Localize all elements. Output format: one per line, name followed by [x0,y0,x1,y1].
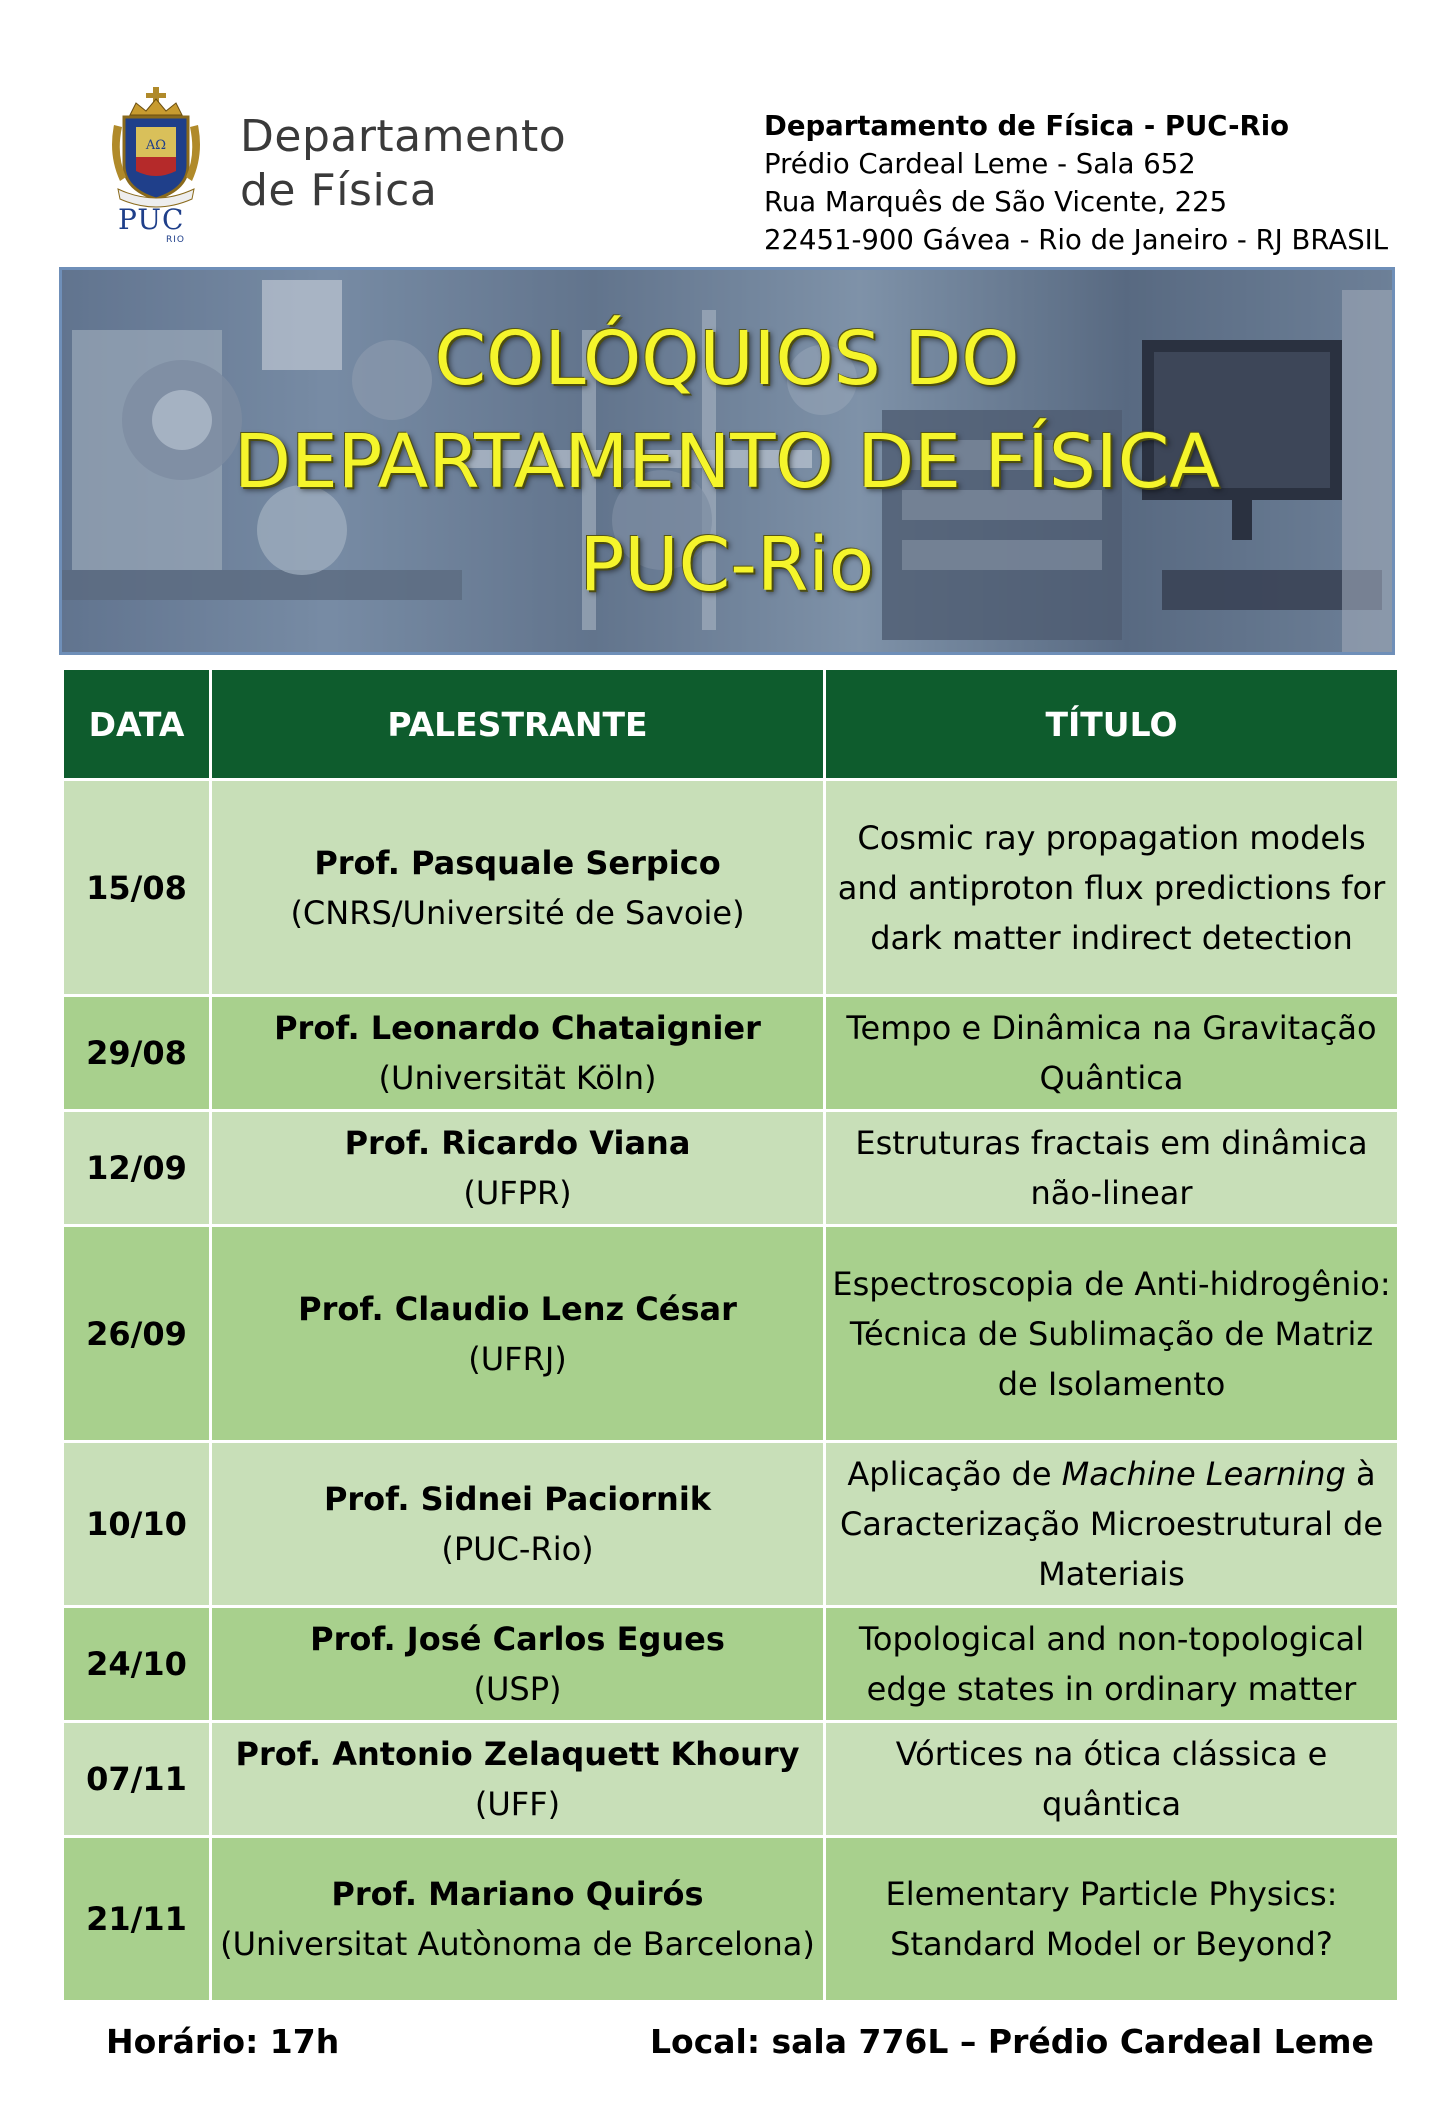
speaker-affiliation: (Universität Köln) [378,1059,657,1097]
row-speaker [211,996,825,1111]
speaker-affiliation: (USP) [473,1670,562,1708]
speaker-affiliation: (Universitat Autònoma de Barcelona) [220,1925,815,1963]
logo-rio-text: RIO [166,235,185,245]
footer-time: Horário: 17h [106,2022,340,2061]
department-logo-text [240,110,566,218]
speaker-affiliation: (UFPR) [463,1174,572,1212]
table-row [63,780,1399,996]
table-row [63,1111,1399,1226]
header-title: TÍTULO [825,669,1399,780]
row-speaker [211,1111,825,1226]
colloquium-schedule-table [61,667,1400,2003]
title-emphasis: Machine Learning [1061,1455,1346,1493]
table-row [63,1442,1399,1607]
speaker-name: Prof. José Carlos Egues [310,1620,725,1658]
header-date: DATA [63,669,211,780]
table-row [63,1837,1399,2002]
address-line-2: Rua Marquês de São Vicente, 225 [764,186,1228,218]
row-title: Vórtices na ótica clássica e quântica [825,1722,1399,1837]
row-speaker [211,1442,825,1607]
speaker-name: Prof. Leonardo Chataignier [274,1009,761,1047]
row-date: 07/11 [63,1722,211,1837]
row-title: Espectroscopia de Anti-hidrogênio: Técnica de Sublimação de Matriz de Isolamento [825,1226,1399,1442]
speaker-name: Prof. Mariano Quirós [331,1875,704,1913]
row-date: 24/10 [63,1607,211,1722]
speaker-name: Prof. Sidnei Paciornik [323,1480,712,1518]
row-title: Topological and non-topological edge states in ordinary matter [825,1607,1399,1722]
row-date: 29/08 [63,996,211,1111]
row-speaker [211,1837,825,2002]
page-header [0,0,1435,265]
speaker-name: Prof. Pasquale Serpico [314,843,721,882]
banner-title-line-2: DEPARTAMENTO DE FÍSICA [233,419,1221,505]
speaker-name: Prof. Antonio Zelaquett Khoury [235,1735,800,1773]
row-title: Elementary Particle Physics: Standard Model or Beyond? [825,1837,1399,2002]
row-speaker [211,1607,825,1722]
speaker-affiliation: (UFF) [474,1785,561,1823]
row-title: Tempo e Dinâmica na Gravitação Quântica [825,996,1399,1111]
table-row [63,1722,1399,1837]
logo-puc-text: PUC [118,203,185,236]
title-banner [59,267,1395,655]
row-title [825,1442,1399,1607]
puc-logo [106,85,206,245]
banner-title [62,308,1392,617]
address-name: Departamento de Física - PUC-Rio [764,110,1290,142]
table-row [63,996,1399,1111]
speaker-name: Prof. Claudio Lenz César [298,1289,737,1328]
speaker-affiliation: (CNRS/Université de Savoie) [290,893,745,932]
title-prefix: Aplicação de [847,1455,1062,1493]
title-suffix: à Caracterização Microestrutural de Materiais [839,1455,1384,1593]
banner-title-line-1: COLÓQUIOS DO [434,316,1020,402]
row-title: Cosmic ray propagation models and antiproton flux predictions for dark matter indirect detection [825,780,1399,996]
row-date: 10/10 [63,1442,211,1607]
row-speaker [211,780,825,996]
speaker-affiliation: (PUC-Rio) [441,1530,594,1568]
row-speaker [211,1722,825,1837]
address-line-3: 22451-900 Gávea - Rio de Janeiro - RJ BRASIL [764,224,1389,256]
row-date: 15/08 [63,780,211,996]
table-row [63,1226,1399,1442]
address-line-1: Prédio Cardeal Leme - Sala 652 [764,148,1196,180]
footer-location: Local: sala 776L – Prédio Cardeal Leme [650,2022,1374,2061]
shield-lettering: AΩ [145,138,167,153]
row-title: Estruturas fractais em dinâmica não-linear [825,1111,1399,1226]
speaker-name: Prof. Ricardo Viana [344,1124,691,1162]
address-block [764,107,1388,259]
header-speaker: PALESTRANTE [211,669,825,780]
table-row [63,1607,1399,1722]
row-date: 12/09 [63,1111,211,1226]
table-header-row [63,669,1399,780]
logo-line-2: de Física [240,165,438,216]
speaker-affiliation: (UFRJ) [468,1339,567,1378]
row-speaker [211,1226,825,1442]
banner-title-line-3: PUC-Rio [579,522,875,608]
row-date: 21/11 [63,1837,211,2002]
logo-line-1: Departamento [240,111,567,162]
row-date: 26/09 [63,1226,211,1442]
